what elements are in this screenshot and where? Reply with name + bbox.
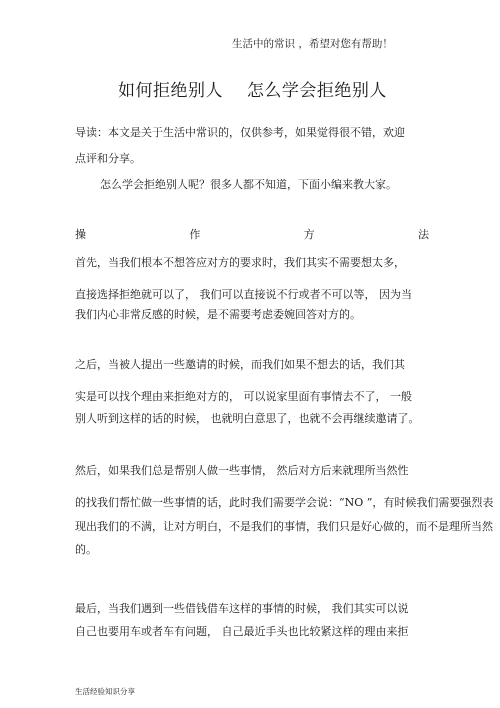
page-header: 生活中的常识 ，希望对您有帮助！ — [232, 38, 393, 50]
paragraph-line: 我们内心非常反感的时候，是不需要考虑委婉回答对方的。 — [75, 308, 361, 321]
paragraph-line: 之后，当被人提出一些邀请的时候，而我们如果不想去的话，我们其 — [75, 358, 405, 371]
page-title: 如何拒绝别人 怎么学会拒绝别人 — [118, 81, 387, 101]
paragraph-line: 直接选择拒绝就可以了， 我们可以直接说不行或者不可以等， 因为当 — [75, 288, 412, 301]
page-footer: 生活经验知识分享 — [75, 687, 135, 696]
paragraph-line: 然后，如果我们总是帮别人做一些事情， 然后对方后来就理所当然性 — [75, 464, 409, 477]
paragraph-line: 最后，当我们遇到一些借钱借车这样的事情的时候， 我们其实可以说 — [75, 602, 409, 615]
intro-line-3: 怎么学会拒绝别人呢？很多人都不知道，下面小编来教大家。 — [100, 178, 397, 191]
heading-char: 法 — [417, 228, 429, 241]
paragraph-line: 的。 — [75, 543, 97, 556]
intro-line-1: 导读：本文是关于生活中常识的，仅供参考，如果觉得很不错，欢迎 — [75, 126, 405, 139]
paragraph-line: 自己也要用车或者车有问题， 自己最近手头也比较紧这样的理由来拒 — [75, 625, 409, 638]
paragraph-line: 的找我们帮忙做一些事情的话，此时我们需要学会说：“NO ”，有时候我们需要强烈表 — [75, 496, 494, 509]
paragraph-line: 现出我们的不满，让对方明白，不是我们的事情，我们只是好心做的，而不是理所当然 — [75, 520, 493, 533]
intro-line-2: 点评和分享。 — [75, 152, 141, 165]
heading-char: 操 — [75, 228, 86, 241]
heading-char: 方 — [303, 228, 315, 241]
heading-char: 作 — [189, 228, 201, 241]
paragraph-line: 别人听到这样的话的时候， 也就明白意思了，也就不会再继续邀请了。 — [75, 412, 420, 425]
paragraph-line: 实是可以找个理由来拒绝对方的， 可以说家里面有事情去不了， 一般 — [75, 390, 412, 403]
section-heading — [75, 226, 429, 242]
paragraph-line: 首先，当我们根本不想答应对方的要求时，我们其实不需要想太多， — [75, 256, 405, 269]
